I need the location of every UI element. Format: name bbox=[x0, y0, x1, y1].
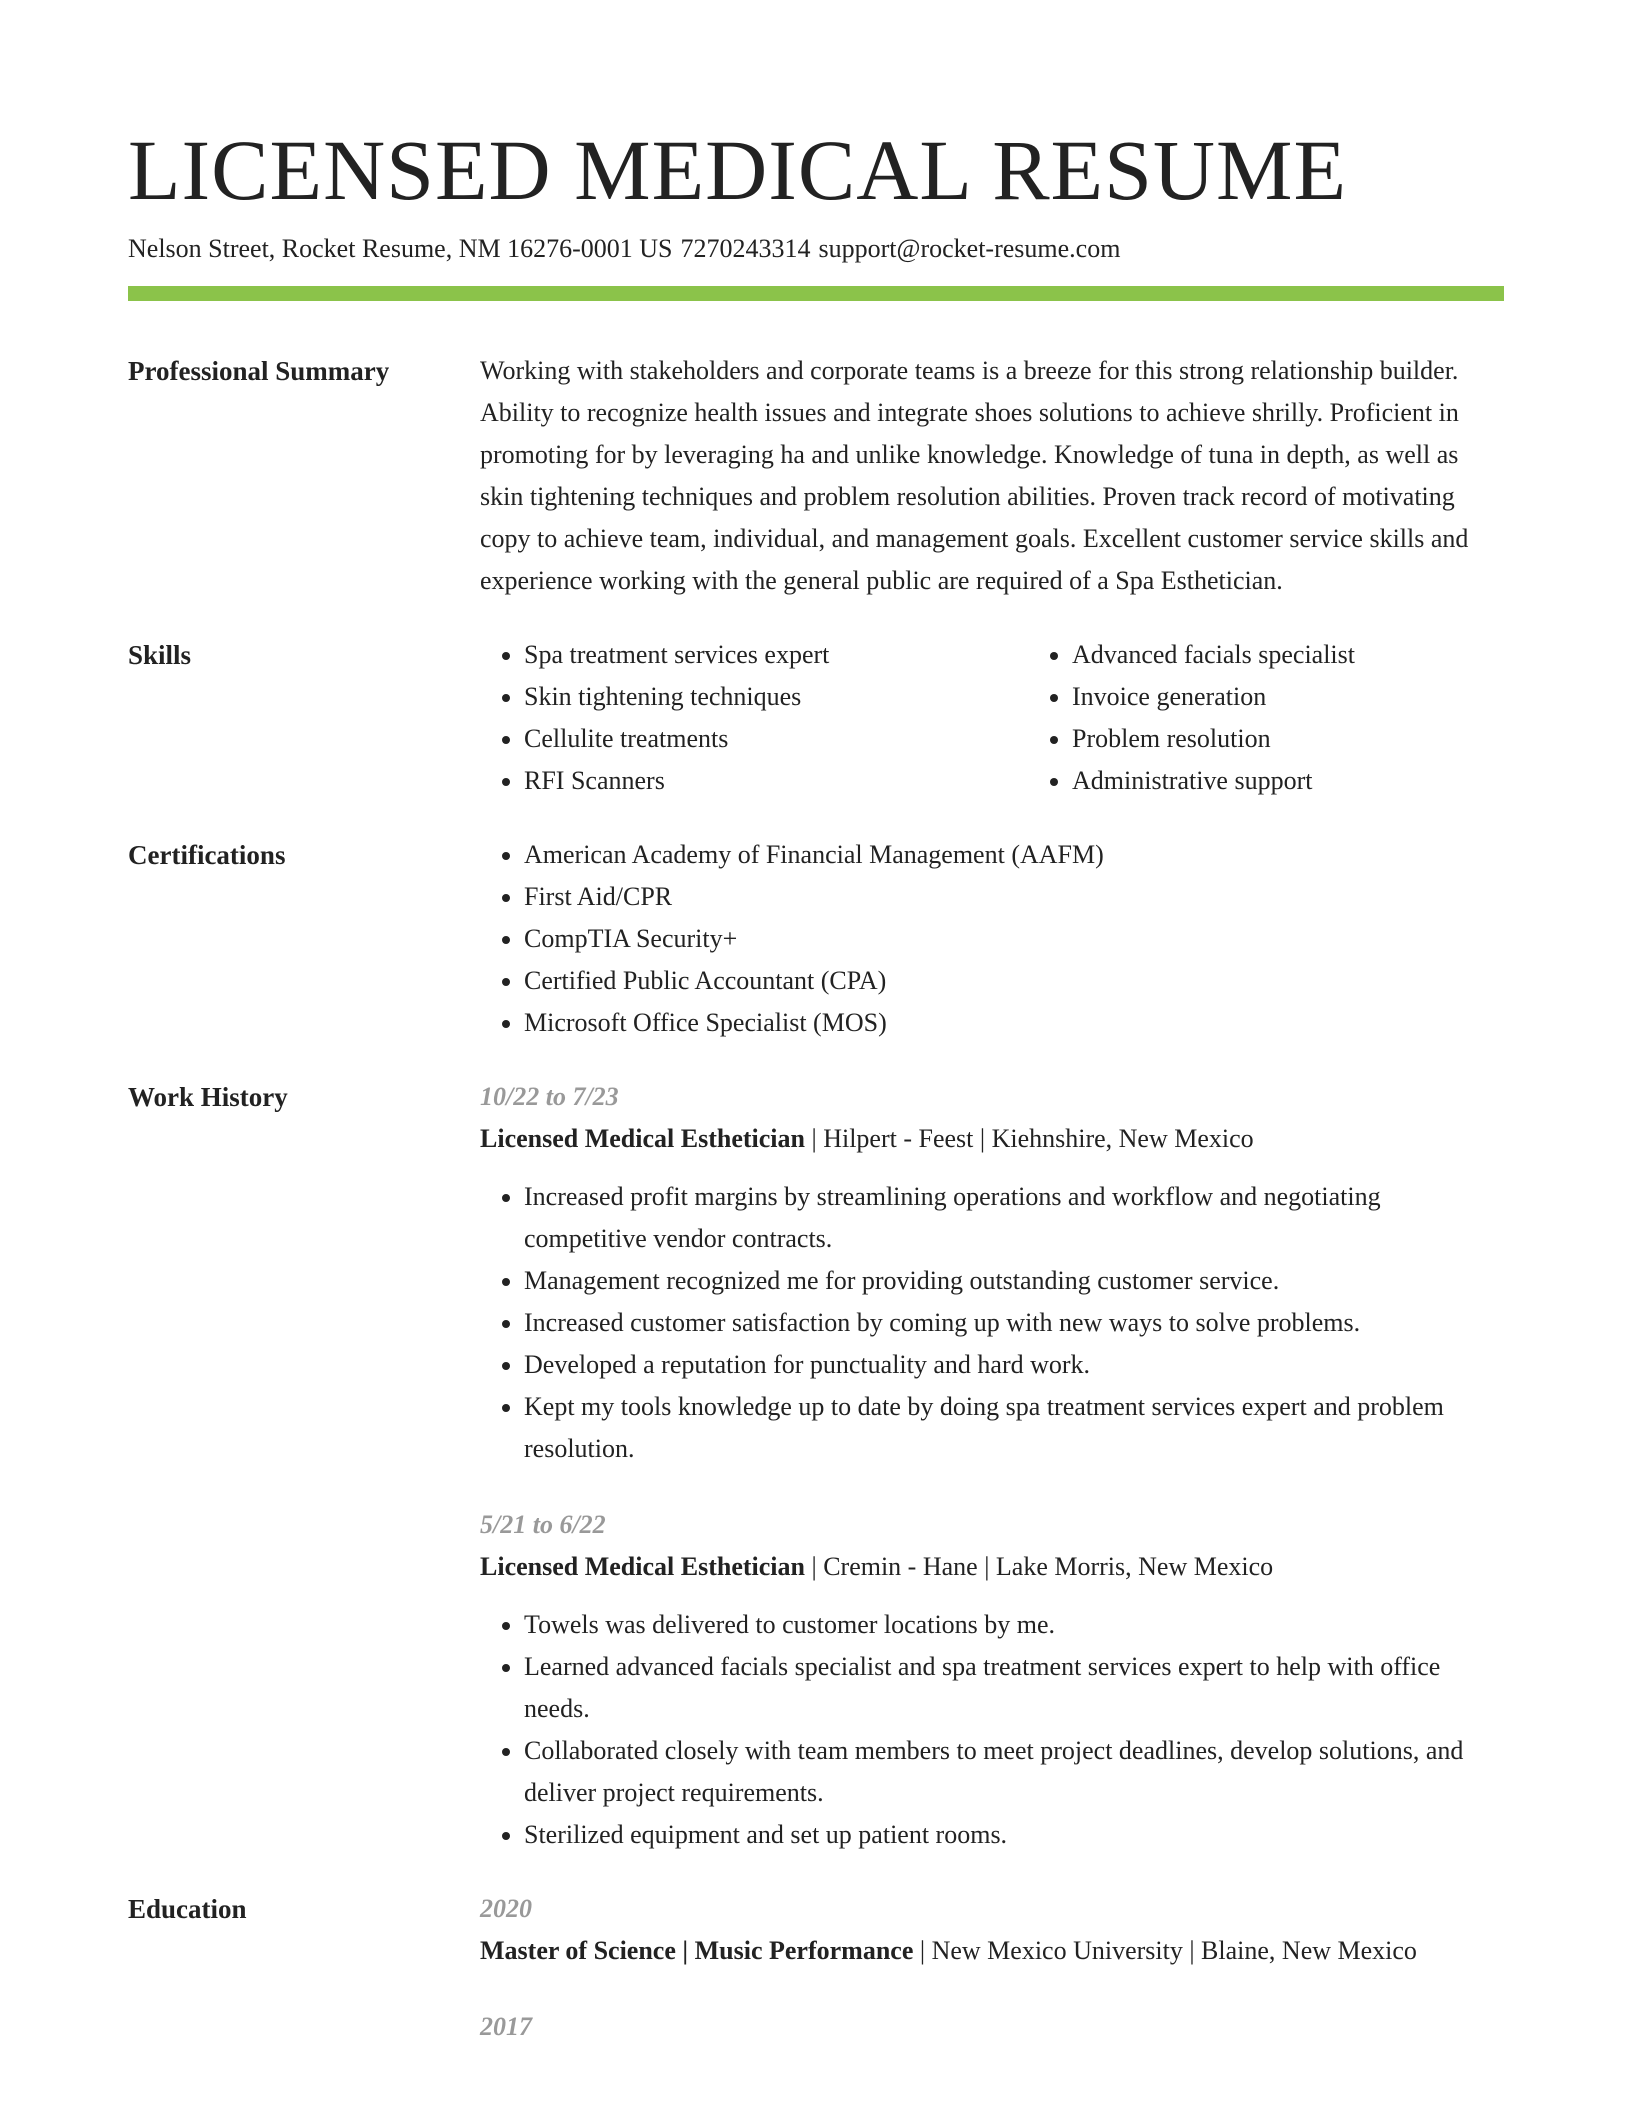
certification-item: • First Aid/CPR bbox=[524, 876, 1504, 918]
work-history-section bbox=[128, 1076, 1504, 1856]
section-label: Work History bbox=[128, 1082, 288, 1112]
resume-content bbox=[128, 350, 1504, 2114]
skill-item: • Invoice generation bbox=[1072, 676, 1576, 718]
job-bullets bbox=[480, 1176, 1504, 1470]
skill-item: • Skin tightening techniques bbox=[524, 676, 1028, 718]
skill-item: • Spa treatment services expert bbox=[524, 634, 1028, 676]
job-bullet: • Increased customer satisfaction by coming up with new ways to solve problems. bbox=[524, 1302, 1504, 1344]
accent-divider bbox=[128, 286, 1504, 301]
education-date: 2020 bbox=[480, 1894, 532, 1923]
education-entry bbox=[480, 1888, 1504, 1972]
resume-header bbox=[128, 118, 1504, 266]
email: support@rocket-resume.com bbox=[818, 234, 1121, 263]
skill-item: • RFI Scanners bbox=[524, 760, 1028, 802]
job-heading bbox=[480, 1546, 1504, 1588]
job-details: | Hilpert - Feest | Kiehnshire, New Mexico bbox=[804, 1124, 1254, 1153]
skill-item: • Administrative support bbox=[1072, 760, 1576, 802]
education-date: 2017 bbox=[480, 2012, 532, 2041]
job-bullet: • Sterilized equipment and set up patient rooms. bbox=[524, 1814, 1504, 1856]
job-bullet: • Kept my tools knowledge up to date by doing spa treatment services expert and problem resolution. bbox=[524, 1386, 1504, 1470]
degree: Master of Science | Music Performance bbox=[480, 1936, 914, 1965]
education-section bbox=[128, 1888, 1504, 2082]
section-label: Education bbox=[128, 1894, 247, 1924]
job-bullet: • Increased profit margins by streamlining operations and workflow and negotiating competitive vendor contracts. bbox=[524, 1176, 1504, 1260]
job-details: | Cremin - Hane | Lake Morris, New Mexico bbox=[804, 1552, 1274, 1581]
job-bullets bbox=[480, 1604, 1504, 1856]
resume-title: LICENSED MEDICAL RESUME bbox=[128, 122, 1348, 218]
job-bullet: • Collaborated closely with team members to meet project deadlines, develop solutions, and deliver project requirements. bbox=[524, 1730, 1504, 1814]
education-entry bbox=[480, 2006, 1504, 2048]
address: Nelson Street, Rocket Resume, NM 16276-0001 US bbox=[128, 234, 673, 263]
job-bullet: • Developed a reputation for punctuality and hard work. bbox=[524, 1344, 1504, 1386]
job-title: Licensed Medical Esthetician bbox=[480, 1552, 805, 1581]
certification-item: • Certified Public Accountant (CPA) bbox=[524, 960, 1504, 1002]
job-bullet: • Towels was delivered to customer locations by me. bbox=[524, 1604, 1504, 1646]
certification-item: • Microsoft Office Specialist (MOS) bbox=[524, 1002, 1504, 1044]
certification-item: • CompTIA Security+ bbox=[524, 918, 1504, 960]
skills-section bbox=[128, 634, 1504, 802]
job-title: Licensed Medical Esthetician bbox=[480, 1124, 805, 1153]
job-date: 10/22 to 7/23 bbox=[480, 1082, 619, 1111]
job-bullet: • Management recognized me for providing outstanding customer service. bbox=[524, 1260, 1504, 1302]
job-entry bbox=[480, 1504, 1504, 1856]
education-details: | New Mexico University | Blaine, New Mexico bbox=[913, 1936, 1417, 1965]
skill-item: • Cellulite treatments bbox=[524, 718, 1028, 760]
job-date: 5/21 to 6/22 bbox=[480, 1510, 606, 1539]
skill-item: • Advanced facials specialist bbox=[1072, 634, 1576, 676]
summary-text: Working with stakeholders and corporate teams is a breeze for this strong relationship builder. Ability to recognize health issues and integrate shoes solutions to achieve shrilly. Proficient in promoting for by leveraging ha and unlike knowledge. Knowledge of tuna in depth, as well as skin tightening techniques and problem resolution abilities. Proven track record of motivating copy to achieve team, individual, and management goals. Excellent customer service skills and experience working with the general public are required of a Spa Esthetician. bbox=[480, 356, 1469, 595]
certification-item: • American Academy of Financial Management (AAFM) bbox=[524, 834, 1504, 876]
certifications-list bbox=[480, 834, 1504, 1044]
skill-item: • Problem resolution bbox=[1072, 718, 1576, 760]
section-label: Certifications bbox=[128, 840, 286, 870]
certifications-section bbox=[128, 834, 1504, 1044]
job-heading bbox=[480, 1118, 1504, 1160]
section-label: Professional Summary bbox=[128, 356, 390, 386]
section-label: Skills bbox=[128, 640, 192, 670]
skills-list-right bbox=[1028, 634, 1576, 802]
contact-line bbox=[128, 232, 1504, 266]
skills-list-left bbox=[480, 634, 1028, 802]
job-entry bbox=[480, 1076, 1504, 1470]
phone: 7270243314 bbox=[680, 234, 811, 263]
education-heading bbox=[480, 1930, 1504, 1972]
job-bullet: • Learned advanced facials specialist and spa treatment services expert to help with office needs. bbox=[524, 1646, 1504, 1730]
professional-summary-section bbox=[128, 350, 1504, 602]
